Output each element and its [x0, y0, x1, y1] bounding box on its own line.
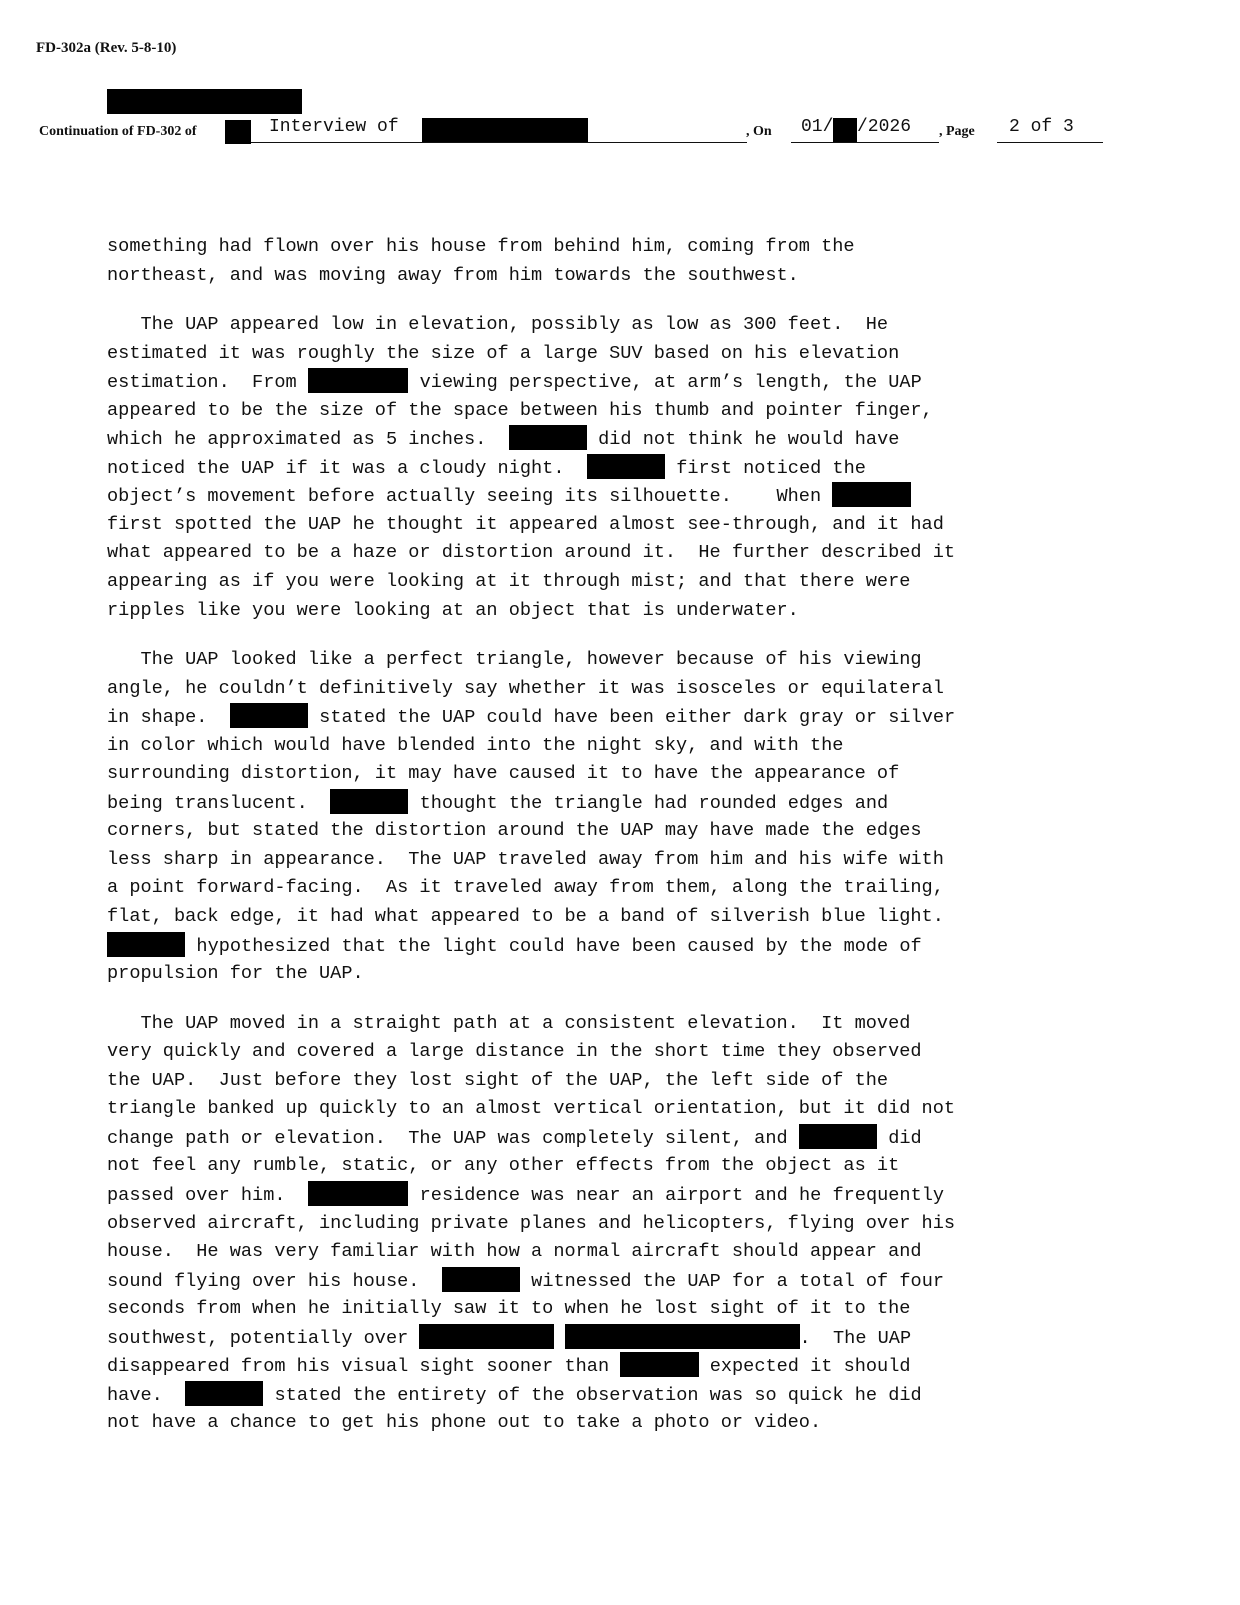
text-segment: ripples like you were looking at an object that is underwater.	[107, 599, 799, 621]
text-line	[107, 903, 1117, 932]
text-line	[107, 1295, 1117, 1324]
text-segment: very quickly and covered a large distance in the short time they observed	[107, 1041, 922, 1063]
text-segment: The UAP looked like a perfect triangle, however because of his viewing	[107, 649, 922, 671]
text-segment: residence was near an airport and he frequently	[408, 1184, 945, 1206]
subject-underline	[251, 142, 747, 143]
text-segment: surrounding distortion, it may have caused it to have the appearance of	[107, 763, 900, 785]
text-segment: house. He was very familiar with how a normal aircraft should appear and	[107, 1241, 922, 1263]
text-line	[107, 675, 1117, 704]
text-segment: what appeared to be a haze or distortion around it. He further described it	[107, 542, 956, 564]
redaction-block	[833, 118, 857, 142]
date-label: , On	[746, 124, 772, 139]
text-segment: stated the UAP could have been either dark gray or silver	[308, 707, 956, 729]
text-segment: The UAP appeared low in elevation, possibly as low as 300 feet. He	[107, 314, 889, 336]
redaction-block	[509, 425, 587, 450]
redaction-block	[565, 1324, 800, 1349]
text-segment: noticed the UAP if it was a cloudy night.	[107, 457, 587, 479]
redaction-block	[308, 1181, 409, 1206]
text-line	[107, 646, 1117, 675]
text-line	[107, 454, 1117, 483]
redaction-block	[419, 1324, 553, 1349]
text-segment: not feel any rumble, static, or any other effects from the object as it	[107, 1155, 900, 1177]
redaction-block	[230, 703, 308, 728]
text-segment: seconds from when he initially saw it to when he lost sight of it to the	[107, 1298, 911, 1320]
text-segment: thought the triangle had rounded edges and	[408, 792, 889, 814]
text-line	[107, 539, 1117, 568]
redaction-block	[107, 932, 185, 957]
text-segment: appearing as if you were looking at it through mist; and that there were	[107, 571, 911, 593]
text-segment: northeast, and was moving away from him towards the southwest.	[107, 264, 799, 286]
text-segment	[554, 1328, 565, 1349]
text-segment: observed aircraft, including private planes and helicopters, flying over his	[107, 1212, 956, 1234]
text-line	[107, 1409, 1117, 1438]
text-segment: object’s movement before actually seeing its silhouette. When	[107, 486, 833, 508]
paragraph	[107, 233, 1117, 290]
text-line	[107, 703, 1117, 732]
text-segment: . The UAP	[799, 1327, 912, 1349]
text-segment: witnessed the UAP for a total of four	[520, 1270, 945, 1292]
text-segment: which he approximated as 5 inches.	[107, 429, 509, 451]
text-segment: first spotted the UAP he thought it appeared almost see-through, and it had	[107, 513, 944, 535]
text-segment: something had flown over his house from behind him, coming from the	[107, 236, 855, 257]
text-line	[107, 817, 1117, 846]
text-line	[107, 1067, 1117, 1096]
text-line	[107, 732, 1117, 761]
redaction-block	[107, 89, 302, 114]
date-underline	[791, 142, 939, 143]
text-segment: less sharp in appearance. The UAP traveled away from him and his wife with	[107, 848, 944, 870]
page-label: , Page	[939, 124, 975, 139]
text-segment: corners, but stated the distortion around the UAP may have made the edges	[107, 820, 922, 842]
text-segment: being translucent.	[107, 792, 331, 814]
text-line	[107, 1010, 1117, 1039]
redaction-block	[185, 1381, 263, 1406]
page-underline	[997, 142, 1103, 143]
text-line	[107, 846, 1117, 875]
text-segment: viewing perspective, at arm’s length, the UAP	[408, 372, 922, 394]
redaction-block	[330, 789, 408, 814]
text-segment: The UAP moved in a straight path at a consistent elevation. It moved	[107, 1012, 911, 1034]
text-line	[107, 1381, 1117, 1410]
text-segment: triangle banked up quickly to an almost vertical orientation, but it did not	[107, 1098, 956, 1120]
text-line	[107, 1238, 1117, 1267]
redaction-block	[422, 118, 588, 142]
text-segment: did	[877, 1127, 922, 1149]
text-segment: in shape.	[107, 707, 230, 729]
redaction-block	[832, 482, 910, 507]
text-line	[107, 1124, 1117, 1153]
continuation-label: Continuation of FD-302 of	[39, 124, 197, 139]
text-segment: have.	[107, 1384, 186, 1406]
text-line	[107, 932, 1117, 961]
text-line	[107, 368, 1117, 397]
text-segment: not have a chance to get his phone out to take a photo or video.	[107, 1412, 822, 1434]
text-line	[107, 397, 1117, 426]
date-year: /2026	[857, 117, 912, 137]
text-segment: angle, he couldn’t definitively say whether it was isosceles or equilateral	[107, 677, 944, 699]
text-line	[107, 233, 1117, 262]
text-line	[107, 874, 1117, 903]
redaction-block	[308, 368, 409, 393]
text-line	[107, 1038, 1117, 1067]
text-segment: stated the entirety of the observation was so quick he did	[263, 1384, 922, 1406]
text-line	[107, 960, 1117, 989]
redaction-block	[442, 1267, 520, 1292]
text-line	[107, 262, 1117, 291]
text-segment: sound flying over his house.	[107, 1270, 442, 1292]
text-line	[107, 789, 1117, 818]
text-segment: estimation. From	[107, 372, 308, 394]
text-segment: the UAP. Just before they lost sight of the UAP, the left side of the	[107, 1069, 889, 1091]
text-line	[107, 1352, 1117, 1381]
text-segment: southwest, potentially over	[107, 1327, 420, 1349]
text-segment: change path or elevation. The UAP was completely silent, and	[107, 1127, 799, 1149]
text-segment: hypothesized that the light could have been caused by the mode of	[185, 935, 922, 957]
text-line	[107, 1267, 1117, 1296]
text-segment: did not think he would have	[586, 429, 900, 451]
text-line	[107, 482, 1117, 511]
text-segment: passed over him.	[107, 1184, 308, 1206]
text-segment: in color which would have blended into the night sky, and with the	[107, 734, 844, 756]
text-line	[107, 340, 1117, 369]
redaction-block	[799, 1124, 877, 1149]
text-line	[107, 597, 1117, 626]
paragraph	[107, 646, 1117, 989]
redaction-block	[225, 120, 251, 144]
redaction-block	[620, 1352, 698, 1377]
text-segment: disappeared from his visual sight sooner than	[107, 1356, 621, 1378]
text-segment: flat, back edge, it had what appeared to be a band of silverish blue light.	[107, 906, 944, 928]
text-line	[107, 1210, 1117, 1239]
page-number: 2 of 3	[1009, 117, 1074, 137]
form-identifier: FD-302a (Rev. 5-8-10)	[36, 40, 177, 56]
text-line	[107, 568, 1117, 597]
text-line	[107, 1152, 1117, 1181]
text-line	[107, 760, 1117, 789]
subject-prefix: Interview of	[269, 117, 399, 137]
text-line	[107, 1095, 1117, 1124]
text-segment: first noticed the	[665, 457, 866, 479]
text-line	[107, 425, 1117, 454]
text-line	[107, 1324, 1117, 1353]
continuation-header	[39, 116, 1109, 148]
paragraph	[107, 1010, 1117, 1438]
text-segment: a point forward-facing. As it traveled away from them, along the trailing,	[107, 877, 944, 899]
text-segment: expected it should	[698, 1356, 911, 1378]
redaction-block	[587, 454, 665, 479]
text-line	[107, 1181, 1117, 1210]
text-line	[107, 511, 1117, 540]
document-body	[107, 233, 1117, 1459]
text-line	[107, 311, 1117, 340]
text-segment: estimated it was roughly the size of a large SUV based on his elevation	[107, 342, 900, 364]
text-segment: appeared to be the size of the space between his thumb and pointer finger,	[107, 399, 933, 421]
date-month: 01/	[801, 117, 834, 137]
paragraph	[107, 311, 1117, 625]
text-segment: propulsion for the UAP.	[107, 963, 364, 985]
